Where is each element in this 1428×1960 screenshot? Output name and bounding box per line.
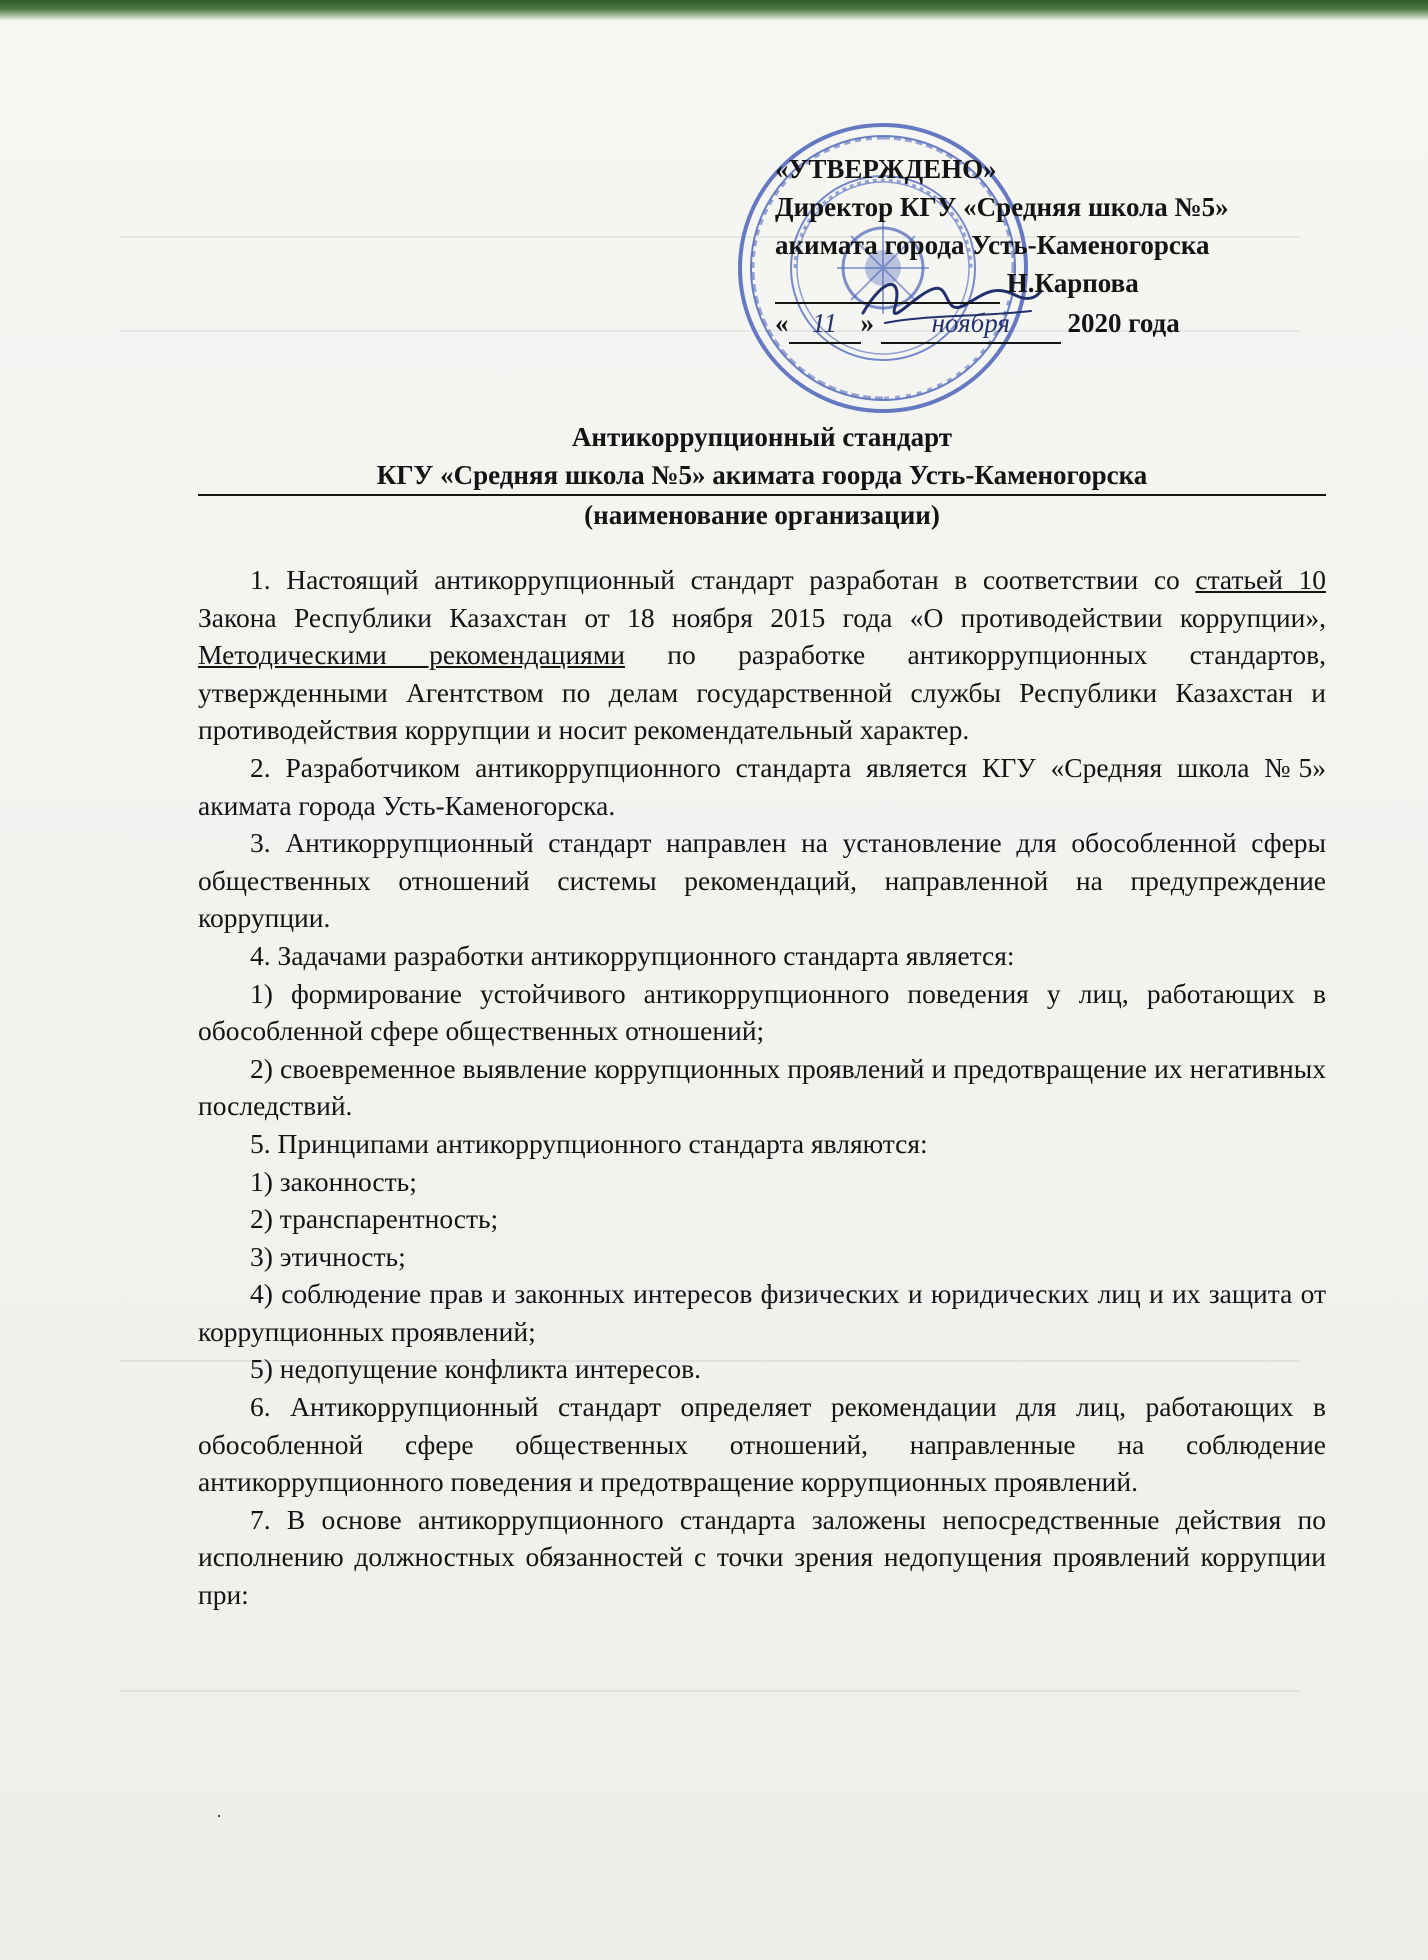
- scan-edge: [0, 0, 1428, 20]
- paragraph-3: 3. Антикоррупционный стандарт направлен на установление для обособленной сферы общественных отношений системы рекомендаций, направленной на предупреждение коррупции.: [198, 827, 1326, 934]
- paragraph-text: Настоящий антикоррупционный стандарт разработан в соответствии со: [286, 564, 1180, 595]
- paragraph-1: [198, 561, 1326, 749]
- paragraph-text: Закона Республики Казахстан от 18 ноября 2015 года «О противодействии коррупции»,: [198, 601, 1326, 633]
- date-day: 11: [789, 304, 861, 344]
- paragraph-5-item-4: 4) соблюдение прав и законных интересов физических и юридических лиц и их защита от коррупционных проявлений;: [198, 1278, 1326, 1347]
- bleed-through: [120, 1690, 1300, 1692]
- date-open-quote: «: [775, 308, 789, 338]
- approval-position: Директор КГУ «Средняя школа №5»: [775, 192, 1229, 222]
- approval-signature-line: [775, 264, 1335, 304]
- approval-label: «УТВЕРЖДЕНО»: [775, 154, 997, 184]
- approval-name: Н.Карпова: [1006, 268, 1139, 298]
- approval-organization: акимата города Усть-Каменогорска: [775, 230, 1210, 260]
- paragraph-text: по разработке антикоррупционных стандартов, утвержденными Агентством по делам государственной службы Республики Казахстан и противодействия коррупции и носит рекомендательный характер.: [198, 639, 1326, 746]
- paragraph-4: 4. Задачами разработки антикоррупционного стандарта является:: [250, 939, 1015, 971]
- law-article-link[interactable]: статьей 10: [1195, 564, 1326, 595]
- paragraph-4-item-1: 1) формирование устойчивого антикоррупционного поведения у лиц, работающих в обособленной сфере общественных отношений;: [198, 977, 1326, 1047]
- document-heading: [198, 418, 1326, 534]
- paragraph-5-item-5: 5) недопущение конфликта интересов.: [250, 1353, 701, 1385]
- paragraph-6: 6. Антикоррупционный стандарт определяет рекомендации для лиц, работающих в обособленной сфере общественных отношений, направленные на соблюдение антикоррупционного поведения и предотвращение коррупционных проявлений.: [198, 1391, 1326, 1498]
- scan-speck: ·: [216, 1806, 222, 1826]
- date-month: ноября: [881, 304, 1061, 344]
- methodical-recommendations-link[interactable]: Методическими рекомендациями: [198, 639, 625, 671]
- approval-block: [775, 150, 1335, 344]
- paragraph-7: 7. В основе антикоррупционного стандарта заложены непосредственные действия по исполнению должностных обязанностей с точки зрения недопущения проявлений коррупции при:: [198, 1503, 1326, 1611]
- date-close-quote: »: [860, 308, 874, 338]
- paragraph-5: 5. Принципами антикоррупционного стандарта являются:: [250, 1127, 928, 1159]
- organization-caption: (наименование организации): [584, 500, 940, 530]
- paragraph-4-item-2: 2) своевременное выявление коррупционных проявлений и предотвращение их негативных последствий.: [198, 1052, 1326, 1122]
- paragraph-5-item-2: 2) транспарентность;: [250, 1203, 499, 1235]
- approval-date: [775, 304, 1335, 344]
- paragraph-5-item-3: 3) этичность;: [250, 1240, 406, 1272]
- signature-underline: [775, 264, 1000, 304]
- paragraph-5-item-1: 1) законность;: [250, 1165, 417, 1197]
- paragraph-2: 2. Разработчиком антикоррупционного стандарта является КГУ «Средняя школа №5» акимата города Усть-Каменогорска.: [198, 751, 1326, 821]
- organization-name: КГУ «Средняя школа №5» акимата гоорда Усть-Каменогорска: [198, 456, 1326, 496]
- paragraph-number: 1.: [250, 564, 271, 595]
- document-body: [198, 561, 1326, 1614]
- document-title: Антикоррупционный стандарт: [571, 422, 953, 452]
- date-year: 2020 года: [1067, 308, 1180, 338]
